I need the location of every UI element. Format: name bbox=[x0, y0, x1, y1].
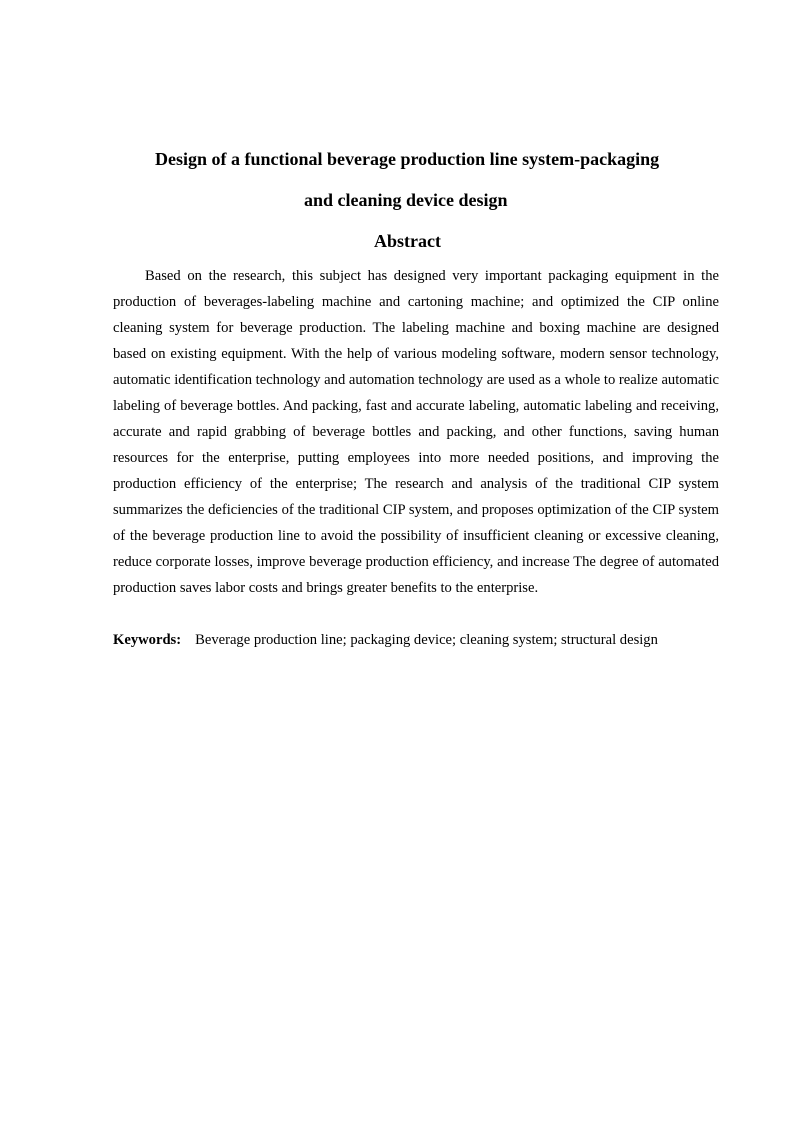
keywords-label: Keywords: bbox=[113, 632, 182, 648]
document-title-line-2: and cleaning device design bbox=[304, 190, 508, 210]
keywords-text: Beverage production line; packaging device; cleaning system; structural design bbox=[195, 632, 658, 648]
keywords-line bbox=[113, 627, 733, 653]
document-title-line-1: Design of a functional beverage production line system-packaging bbox=[155, 149, 660, 169]
abstract-paragraph: Based on the research, this subject has designed very important packaging equipment in the production of beverages-labeling machine and cartoning machine; and optimized the CIP online cleaning system for beverage production. The labeling machine and boxing machine are designed based on existing equipment. With the help of various modeling software, modern sensor technology, automatic identification technology and automation technology are used as a whole to realize automatic labeling of beverage bottles. And packing, fast and accurate labeling, automatic labeling and receiving, accurate and rapid grabbing of beverage bottles and packing, and other functions, saving human resources for the enterprise, putting employees into more needed positions, and improving the production efficiency of the enterprise; The research and analysis of the traditional CIP system summarizes the deficiencies of the traditional CIP system, and proposes optimization of the CIP system of the beverage production line to avoid the possibility of insufficient cleaning or excessive cleaning, reduce corporate losses, improve beverage production efficiency, and increase The degree of automated production saves labor costs and brings greater benefits to the enterprise. bbox=[113, 268, 719, 596]
abstract-heading: Abstract bbox=[374, 231, 441, 251]
